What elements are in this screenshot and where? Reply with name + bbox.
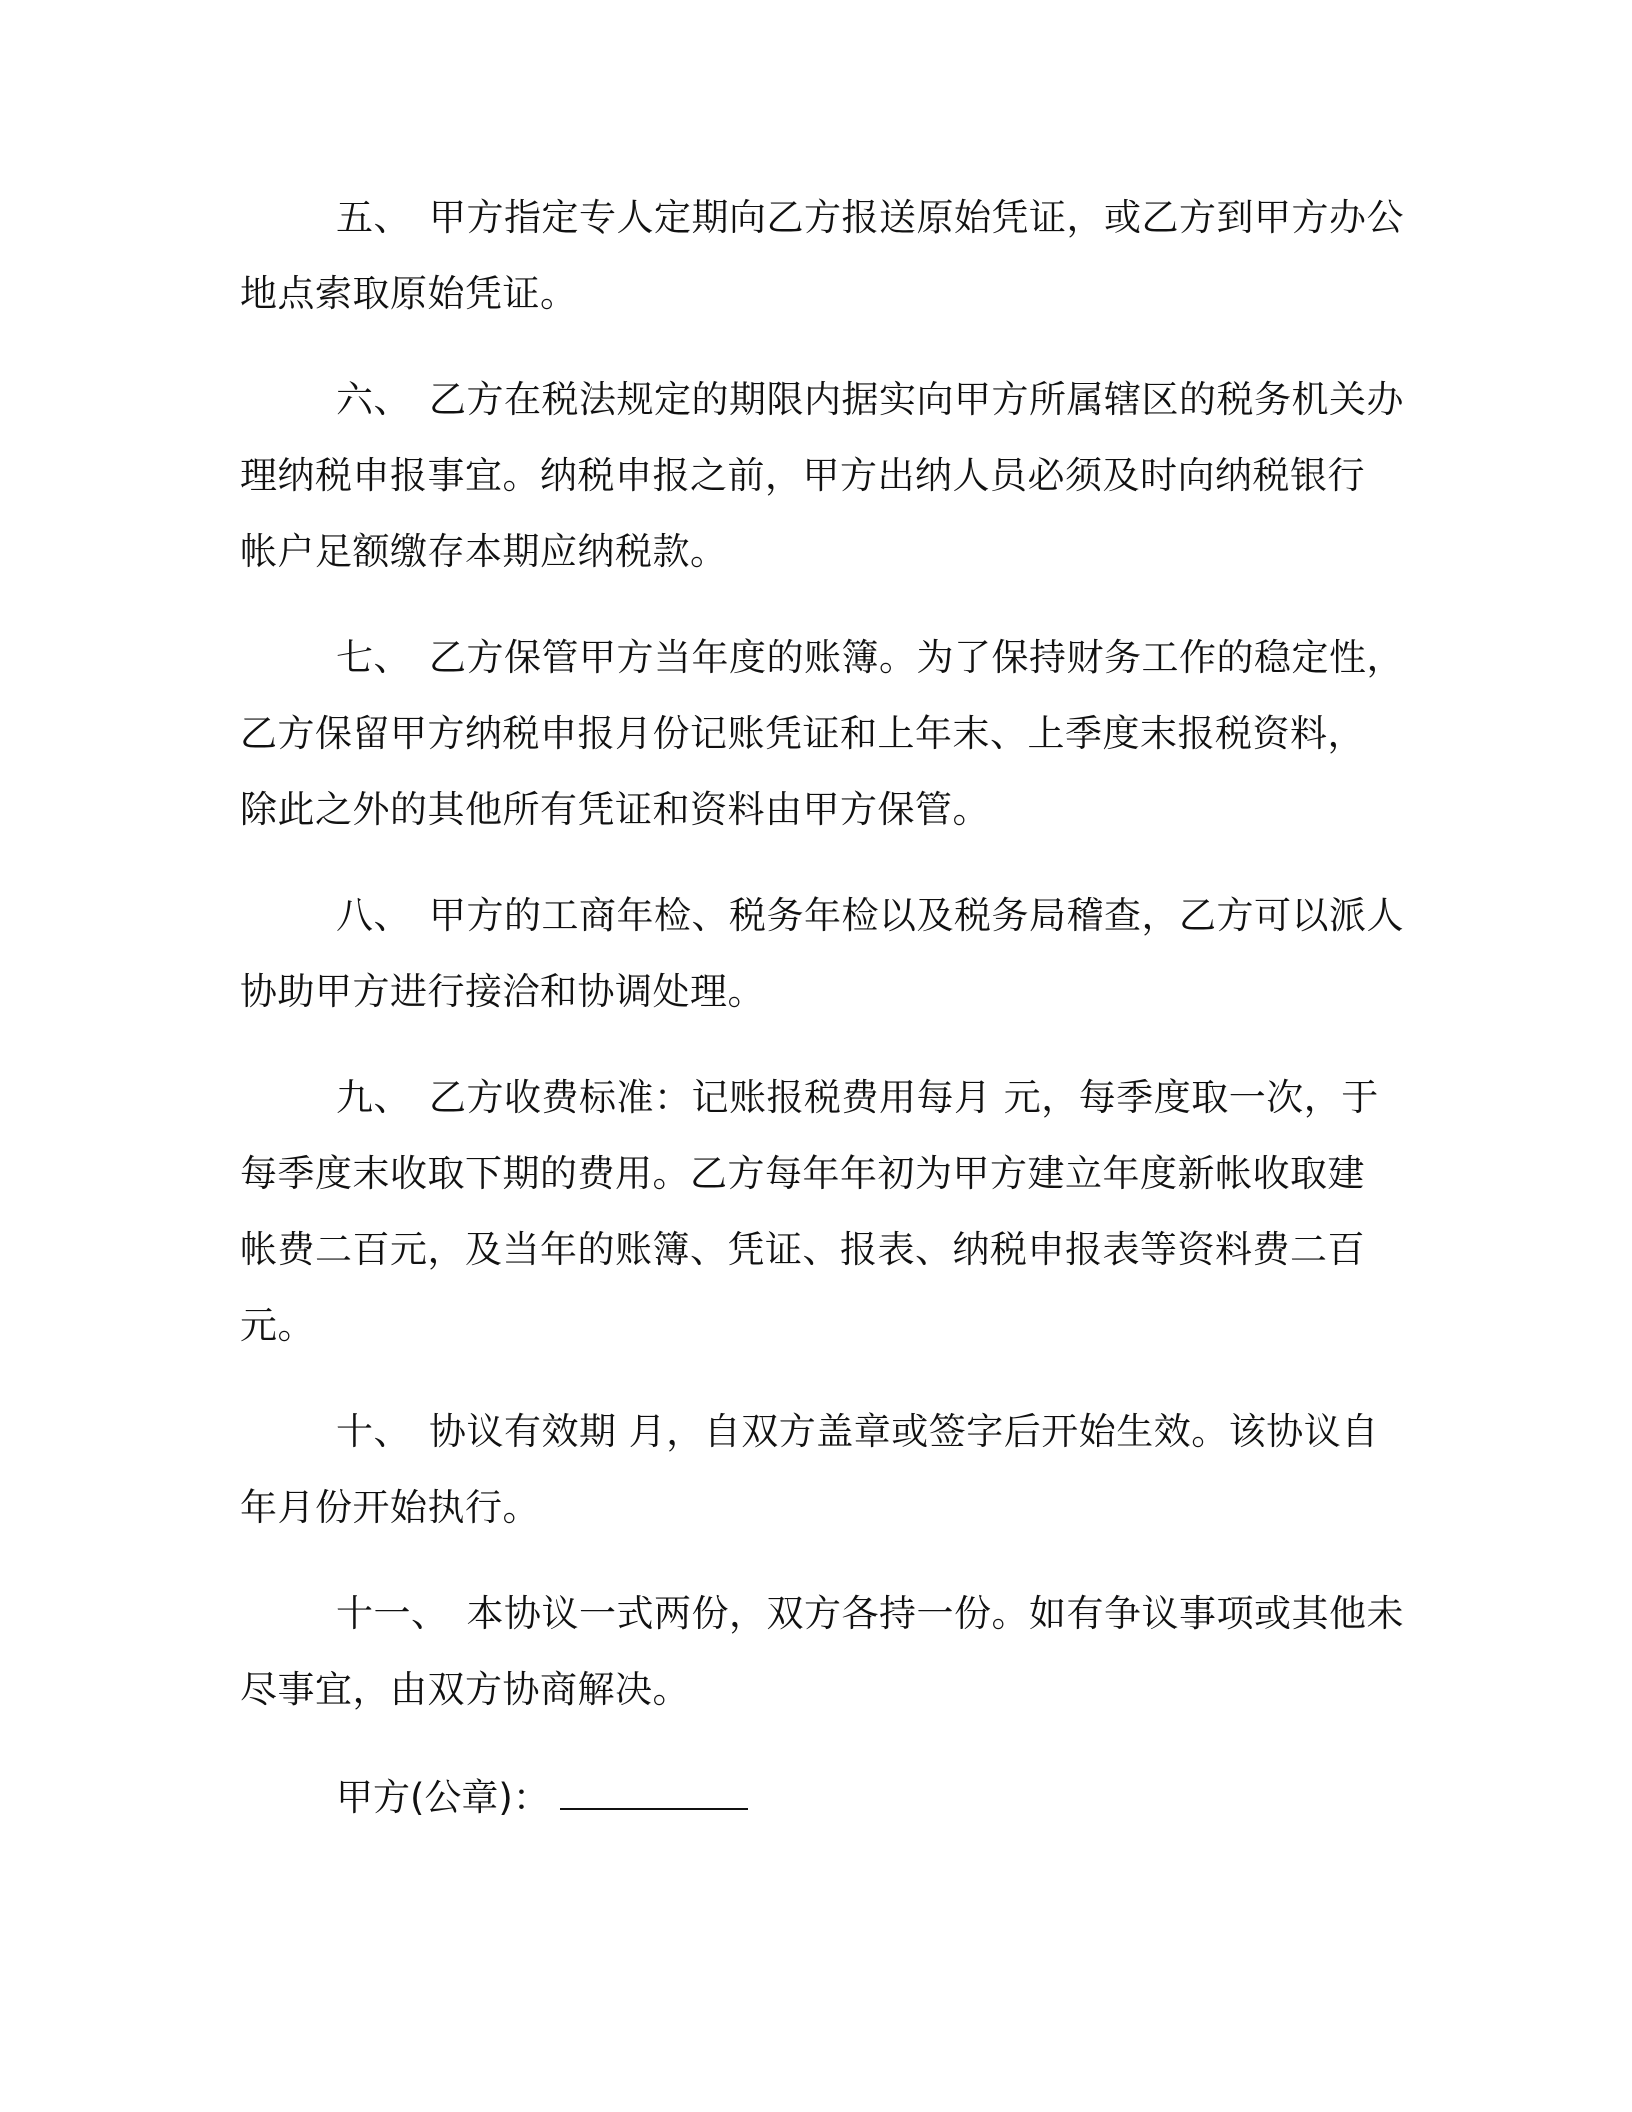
signature-blank-line bbox=[560, 1778, 748, 1810]
clause-10-line-2: 年月份开始执行。 bbox=[240, 1486, 540, 1529]
clause-9 bbox=[240, 1060, 1390, 1364]
clause-5-line-1: 五、 甲方指定专人定期向乙方报送原始凭证，或乙方到甲方办公 bbox=[336, 196, 1404, 239]
clause-11-line-2: 尽事宜，由双方协商解决。 bbox=[240, 1668, 690, 1711]
clause-10-line-1: 十、 协议有效期 月，自双方盖章或签字后开始生效。该协议自 bbox=[336, 1410, 1379, 1453]
party-a-signature bbox=[336, 1760, 748, 1836]
clause-10-number: 十、 bbox=[336, 1410, 411, 1453]
clause-9-line-3: 帐费二百元，及当年的账簿、凭证、报表、纳税申报表等资料费二百 bbox=[240, 1228, 1365, 1271]
clause-8-number: 八、 bbox=[336, 894, 411, 937]
clause-7 bbox=[240, 620, 1404, 848]
clause-7-line-1: 七、 乙方保管甲方当年度的账簿。为了保持财务工作的稳定性， bbox=[336, 636, 1404, 679]
clause-5-number: 五、 bbox=[336, 196, 411, 239]
clause-11-number: 十一、 bbox=[336, 1592, 449, 1635]
clause-6-line-2: 理纳税申报事宜。纳税申报之前，甲方出纳人员必须及时向纳税银行 bbox=[240, 454, 1365, 497]
clause-9-line-1: 九、 乙方收费标准：记账报税费用每月 元，每季度取一次，于 bbox=[336, 1076, 1379, 1119]
clause-11 bbox=[240, 1576, 1404, 1728]
clause-9-number: 九、 bbox=[336, 1076, 411, 1119]
clause-8-line-2: 协助甲方进行接洽和协调处理。 bbox=[240, 970, 765, 1013]
clause-9-line-2: 每季度末收取下期的费用。乙方每年年初为甲方建立年度新帐收取建 bbox=[240, 1152, 1365, 1195]
clause-8-line-1: 八、 甲方的工商年检、税务年检以及税务局稽查，乙方可以派人 bbox=[336, 894, 1404, 937]
clause-7-line-2: 乙方保留甲方纳税申报月份记账凭证和上年末、上季度末报税资料， bbox=[240, 712, 1365, 755]
clause-5-line-2: 地点索取原始凭证。 bbox=[240, 272, 578, 315]
clause-8 bbox=[240, 878, 1404, 1030]
clause-11-line-1: 十一、 本协议一式两份，双方各持一份。如有争议事项或其他未 bbox=[336, 1592, 1404, 1635]
party-a-seal-label: 甲方(公章)： bbox=[336, 1776, 550, 1819]
clause-7-line-3: 除此之外的其他所有凭证和资料由甲方保管。 bbox=[240, 788, 990, 831]
clause-6-number: 六、 bbox=[336, 378, 411, 421]
clause-10 bbox=[240, 1394, 1390, 1546]
clause-6 bbox=[240, 362, 1404, 590]
clause-7-number: 七、 bbox=[336, 636, 411, 679]
clause-6-line-3: 帐户足额缴存本期应纳税款。 bbox=[240, 530, 728, 573]
clause-5 bbox=[240, 180, 1404, 332]
clause-9-line-4: 元。 bbox=[240, 1304, 315, 1347]
clause-6-line-1: 六、 乙方在税法规定的期限内据实向甲方所属辖区的税务机关办 bbox=[336, 378, 1404, 421]
